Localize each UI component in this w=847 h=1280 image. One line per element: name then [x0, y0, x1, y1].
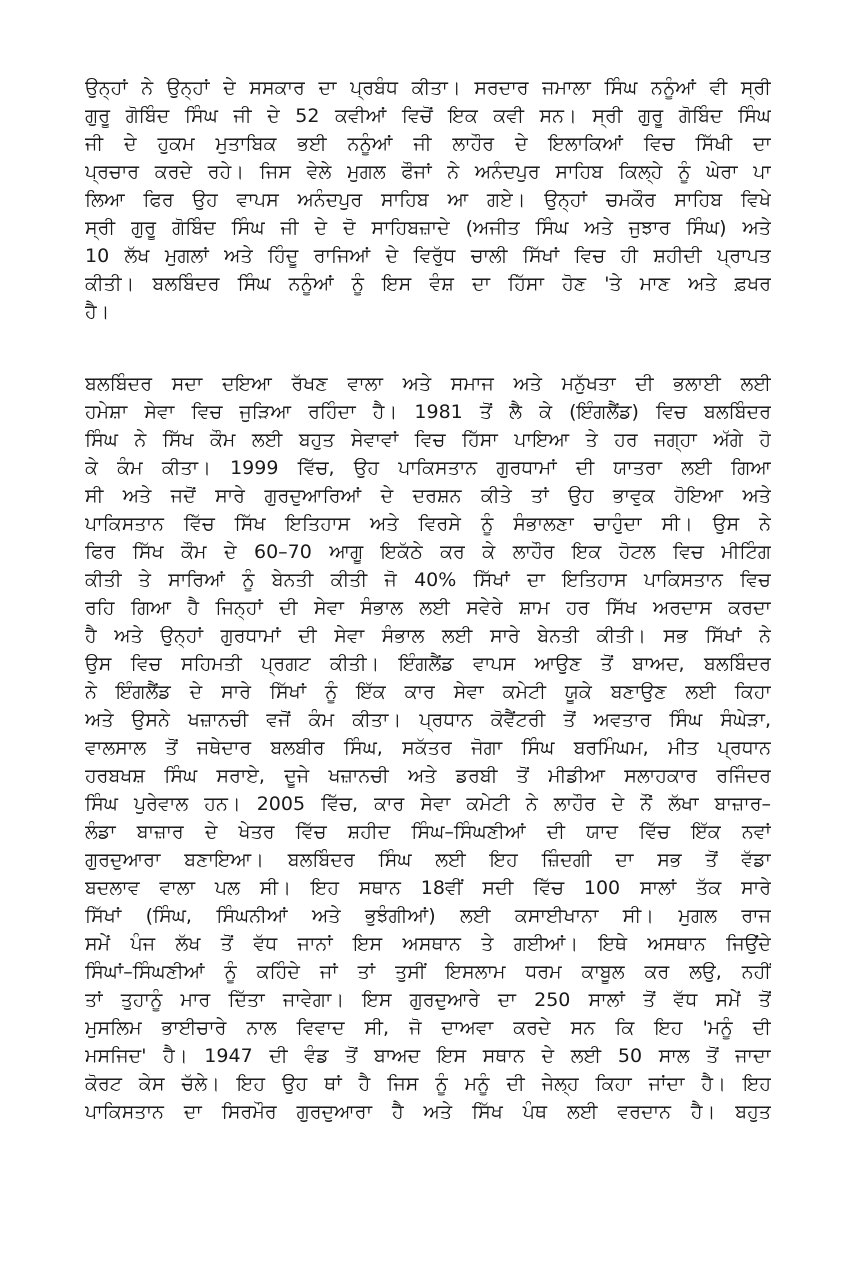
text-line: ਜੀ ਦੇ ਹੁਕਮ ਮੁਤਾਬਿਕ ਭਈ ਨਨੂੰਆਂ ਜੀ ਲਾਹੌਰ ਦੇ ਇਲਾਕਿਆਂ ਵਿਚ ਸਿੱਖੀ ਦਾ — [85, 133, 771, 155]
text-line: ਸਿੰਘਾਂ–ਸਿੰਘਣੀਆਂ ਨੂੰ ਕਹਿੰਦੇ ਜਾਂ ਤਾਂ ਤੁਸੀਂ ਇਸਲਾਮ ਧਰਮ ਕਾਬੂਲ ਕਰ ਲਉ, ਨਹੀਂ — [85, 961, 771, 983]
text-line: ਬਦਲਾਵ ਵਾਲਾ ਪਲ ਸੀ। ਇਹ ਸਥਾਨ 18ਵੀਂ ਸਦੀ ਵਿੱਚ 100 ਸਾਲਾਂ ਤੱਕ ਸਾਰੇ — [85, 877, 771, 899]
text-line: ਮੁਸਲਿਮ ਭਾਈਚਾਰੇ ਨਾਲ ਵਿਵਾਦ ਸੀ, ਜੋ ਦਾਅਵਾ ਕਰਦੇ ਸਨ ਕਿ ਇਹ 'ਮਨੂੰ ਦੀ — [85, 1017, 771, 1039]
text-line: ਪ੍ਰਚਾਰ ਕਰਦੇ ਰਹੇ। ਜਿਸ ਵੇਲੇ ਮੁਗਲ ਫੌਜਾਂ ਨੇ ਅਨੰਦਪੁਰ ਸਾਹਿਬ ਕਿਲ੍ਹੇ ਨੂੰ ਘੇਰਾ ਪਾ — [85, 161, 771, 183]
document-page — [85, 74, 771, 1126]
text-line: ਉਨ੍ਹਾਂ ਨੇ ਉਨ੍ਹਾਂ ਦੇ ਸਸਕਾਰ ਦਾ ਪ੍ਰਬੰਧ ਕੀਤਾ। ਸਰਦਾਰ ਜਮਾਲਾ ਸਿੰਘ ਨਨੂੰਆਂ ਵੀ ਸ੍ਰੀ — [85, 77, 771, 99]
text-line: ਬਲਬਿੰਦਰ ਸਦਾ ਦਇਆ ਰੱਖਣ ਵਾਲਾ ਅਤੇ ਸਮਾਜ ਅਤੇ ਮਨੁੱਖਤਾ ਦੀ ਭਲਾਈ ਲਈ — [85, 373, 771, 395]
text-line: ਹਰਬਖਸ਼ ਸਿੰਘ ਸਰਾਏ, ਦੂਜੇ ਖਜ਼ਾਨਚੀ ਅਤੇ ਡਰਬੀ ਤੋਂ ਮੀਡੀਆ ਸਲਾਹਕਾਰ ਰਜਿੰਦਰ — [85, 765, 771, 787]
text-line: ਮਸਜਿਦ' ਹੈ। 1947 ਦੀ ਵੰਡ ਤੋਂ ਬਾਅਦ ਇਸ ਸਥਾਨ ਦੇ ਲਈ 50 ਸਾਲ ਤੋਂ ਜਾਦਾ — [85, 1045, 771, 1067]
text-line: ਗੁਰਦੁਆਰਾ ਬਣਾਇਆ। ਬਲਬਿੰਦਰ ਸਿੰਘ ਲਈ ਇਹ ਜ਼ਿੰਦਗੀ ਦਾ ਸਭ ਤੋਂ ਵੱਡਾ — [85, 849, 771, 871]
text-line: ਗੁਰੂ ਗੋਬਿੰਦ ਸਿੰਘ ਜੀ ਦੇ 52 ਕਵੀਆਂ ਵਿਚੋਂ ਇਕ ਕਵੀ ਸਨ। ਸ੍ਰੀ ਗੁਰੂ ਗੋਬਿੰਦ ਸਿੰਘ — [85, 105, 771, 127]
text-line: ਸਿੰਘ ਪੁਰੇਵਾਲ ਹਨ। 2005 ਵਿੱਚ, ਕਾਰ ਸੇਵਾ ਕਮੇਟੀ ਨੇ ਲਾਹੌਰ ਦੇ ਨੌਂ ਲੱਖਾ ਬਾਜ਼ਾਰ– — [85, 793, 771, 815]
text-line: ਹਮੇਸ਼ਾ ਸੇਵਾ ਵਿਚ ਜੁੜਿਆ ਰਹਿੰਦਾ ਹੈ। 1981 ਤੋਂ ਲੈ ਕੇ (ਇੰਗਲੈਂਡ) ਵਿਚ ਬਲਬਿੰਦਰ — [85, 401, 771, 423]
text-line: 10 ਲੱਖ ਮੁਗਲਾਂ ਅਤੇ ਹਿੰਦੂ ਰਾਜਿਆਂ ਦੇ ਵਿਰੁੱਧ ਚਾਲੀ ਸਿੱਖਾਂ ਵਿਚ ਹੀ ਸ਼ਹੀਦੀ ਪ੍ਰਾਪਤ — [85, 245, 771, 267]
paragraph-gap — [85, 326, 771, 370]
text-line: ਲੰਡਾ ਬਾਜ਼ਾਰ ਦੇ ਖੇਤਰ ਵਿੱਚ ਸ਼ਹੀਦ ਸਿੰਘ–ਸਿੰਘਣੀਆਂ ਦੀ ਯਾਦ ਵਿੱਚ ਇੱਕ ਨਵਾਂ — [85, 821, 771, 843]
text-line: ਨੇ ਇੰਗਲੈਂਡ ਦੇ ਸਾਰੇ ਸਿੱਖਾਂ ਨੂੰ ਇੱਕ ਕਾਰ ਸੇਵਾ ਕਮੇਟੀ ਯੂਕੇ ਬਣਾਉਣ ਲਈ ਕਿਹਾ — [85, 681, 771, 703]
text-line: ਕੀਤੀ ਤੇ ਸਾਰਿਆਂ ਨੂੰ ਬੇਨਤੀ ਕੀਤੀ ਜੋ 40% ਸਿੱਖਾਂ ਦਾ ਇਤਿਹਾਸ ਪਾਕਿਸਤਾਨ ਵਿਚ — [85, 569, 771, 591]
text-line: ਤਾਂ ਤੁਹਾਨੂੰ ਮਾਰ ਦਿੱਤਾ ਜਾਵੇਗਾ। ਇਸ ਗੁਰਦੁਆਰੇ ਦਾ 250 ਸਾਲਾਂ ਤੋਂ ਵੱਧ ਸਮੇਂ ਤੋਂ — [85, 989, 771, 1011]
text-line: ਰਹਿ ਗਿਆ ਹੈ ਜਿਨ੍ਹਾਂ ਦੀ ਸੇਵਾ ਸੰਭਾਲ ਲਈ ਸਵੇਰੇ ਸ਼ਾਮ ਹਰ ਸਿੱਖ ਅਰਦਾਸ ਕਰਦਾ — [85, 597, 771, 619]
text-line: ਫਿਰ ਸਿੱਖ ਕੌਮ ਦੇ 60–70 ਆਗੂ ਇਕੱਠੇ ਕਰ ਕੇ ਲਾਹੌਰ ਇਕ ਹੋਟਲ ਵਿਚ ਮੀਟਿੰਗ — [85, 541, 771, 563]
text-line: ਕੇ ਕੰਮ ਕੀਤਾ। 1999 ਵਿੱਚ, ਉਹ ਪਾਕਿਸਤਾਨ ਗੁਰਧਾਮਾਂ ਦੀ ਯਾਤਰਾ ਲਈ ਗਿਆ — [85, 457, 771, 479]
text-line: ਸਿੰਘ ਨੇ ਸਿੱਖ ਕੌਮ ਲਈ ਬਹੁਤ ਸੇਵਾਵਾਂ ਵਿਚ ਹਿੱਸਾ ਪਾਇਆ ਤੇ ਹਰ ਜਗ੍ਹਾ ਅੱਗੇ ਹੋ — [85, 429, 771, 451]
text-line: ਉਸ ਵਿਚ ਸਹਿਮਤੀ ਪ੍ਰਗਟ ਕੀਤੀ। ਇੰਗਲੈਂਡ ਵਾਪਸ ਆਉਣ ਤੋਂ ਬਾਅਦ, ਬਲਬਿੰਦਰ — [85, 653, 771, 675]
text-line: ਹੈ। — [85, 301, 110, 323]
text-line: ਕੀਤੀ। ਬਲਬਿੰਦਰ ਸਿੰਘ ਨਨੂੰਆਂ ਨੂੰ ਇਸ ਵੰਸ਼ ਦਾ ਹਿੱਸਾ ਹੋਣ 'ਤੇ ਮਾਣ ਅਤੇ ਫ਼ਖਰ — [85, 273, 771, 295]
text-line: ਅਤੇ ਉਸਨੇ ਖਜ਼ਾਨਚੀ ਵਜੋਂ ਕੰਮ ਕੀਤਾ। ਪ੍ਰਧਾਨ ਕੋਵੈਂਟਰੀ ਤੋਂ ਅਵਤਾਰ ਸਿੰਘ ਸੰਘੇੜਾ, — [85, 709, 771, 731]
text-line: ਪਾਕਿਸਤਾਨ ਦਾ ਸਿਰਮੌਰ ਗੁਰਦੁਆਰਾ ਹੈ ਅਤੇ ਸਿੱਖ ਪੰਥ ਲਈ ਵਰਦਾਨ ਹੈ। ਬਹੁਤ — [85, 1101, 771, 1123]
text-line: ਸ੍ਰੀ ਗੁਰੂ ਗੋਬਿੰਦ ਸਿੰਘ ਜੀ ਦੇ ਦੋ ਸਾਹਿਬਜ਼ਾਦੇ (ਅਜੀਤ ਸਿੰਘ ਅਤੇ ਜੁਝਾਰ ਸਿੰਘ) ਅਤੇ — [85, 217, 771, 239]
text-line: ਸਿੱਖਾਂ (ਸਿੰਘ, ਸਿੰਘਨੀਆਂ ਅਤੇ ਭੁਝੰਗੀਆਂ) ਲਈ ਕਸਾਈਖਾਨਾ ਸੀ। ਮੁਗਲ ਰਾਜ — [85, 905, 771, 927]
paragraph-1 — [85, 74, 771, 326]
text-line: ਕੋਰਟ ਕੇਸ ਚੱਲੇ। ਇਹ ਉਹ ਥਾਂ ਹੈ ਜਿਸ ਨੂੰ ਮਨੂੰ ਦੀ ਜੇਲ੍ਹ ਕਿਹਾ ਜਾਂਦਾ ਹੈ। ਇਹ — [85, 1073, 771, 1095]
text-line: ਹੈ ਅਤੇ ਉਨ੍ਹਾਂ ਗੁਰਧਾਮਾਂ ਦੀ ਸੇਵਾ ਸੰਭਾਲ ਲਈ ਸਾਰੇ ਬੇਨਤੀ ਕੀਤੀ। ਸਭ ਸਿੱਖਾਂ ਨੇ — [85, 625, 771, 647]
text-line: ਸਮੇਂ ਪੰਜ ਲੱਖ ਤੋਂ ਵੱਧ ਜਾਨਾਂ ਇਸ ਅਸਥਾਨ ਤੇ ਗਈਆਂ। ਇਥੇ ਅਸਥਾਨ ਜਿਉਂਦੇ — [85, 933, 771, 955]
paragraph-2 — [85, 370, 771, 1126]
text-line: ਵਾਲਸਾਲ ਤੋਂ ਜਥੇਦਾਰ ਬਲਬੀਰ ਸਿੰਘ, ਸਕੱਤਰ ਜੋਗਾ ਸਿੰਘ ਬਰਮਿੰਘਮ, ਮੀਤ ਪ੍ਰਧਾਨ — [85, 737, 771, 759]
text-line: ਸੀ ਅਤੇ ਜਦੋਂ ਸਾਰੇ ਗੁਰਦੁਆਰਿਆਂ ਦੇ ਦਰਸ਼ਨ ਕੀਤੇ ਤਾਂ ਉਹ ਭਾਵੁਕ ਹੋਇਆ ਅਤੇ — [85, 485, 771, 507]
text-line: ਲਿਆ ਫਿਰ ਉਹ ਵਾਪਸ ਅਨੰਦਪੁਰ ਸਾਹਿਬ ਆ ਗਏ। ਉਨ੍ਹਾਂ ਚਮਕੌਰ ਸਾਹਿਬ ਵਿਖੇ — [85, 189, 771, 211]
text-line: ਪਾਕਿਸਤਾਨ ਵਿੱਚ ਸਿੱਖ ਇਤਿਹਾਸ ਅਤੇ ਵਿਰਸੇ ਨੂੰ ਸੰਭਾਲਣਾ ਚਾਹੁੰਦਾ ਸੀ। ਉਸ ਨੇ — [85, 513, 771, 535]
